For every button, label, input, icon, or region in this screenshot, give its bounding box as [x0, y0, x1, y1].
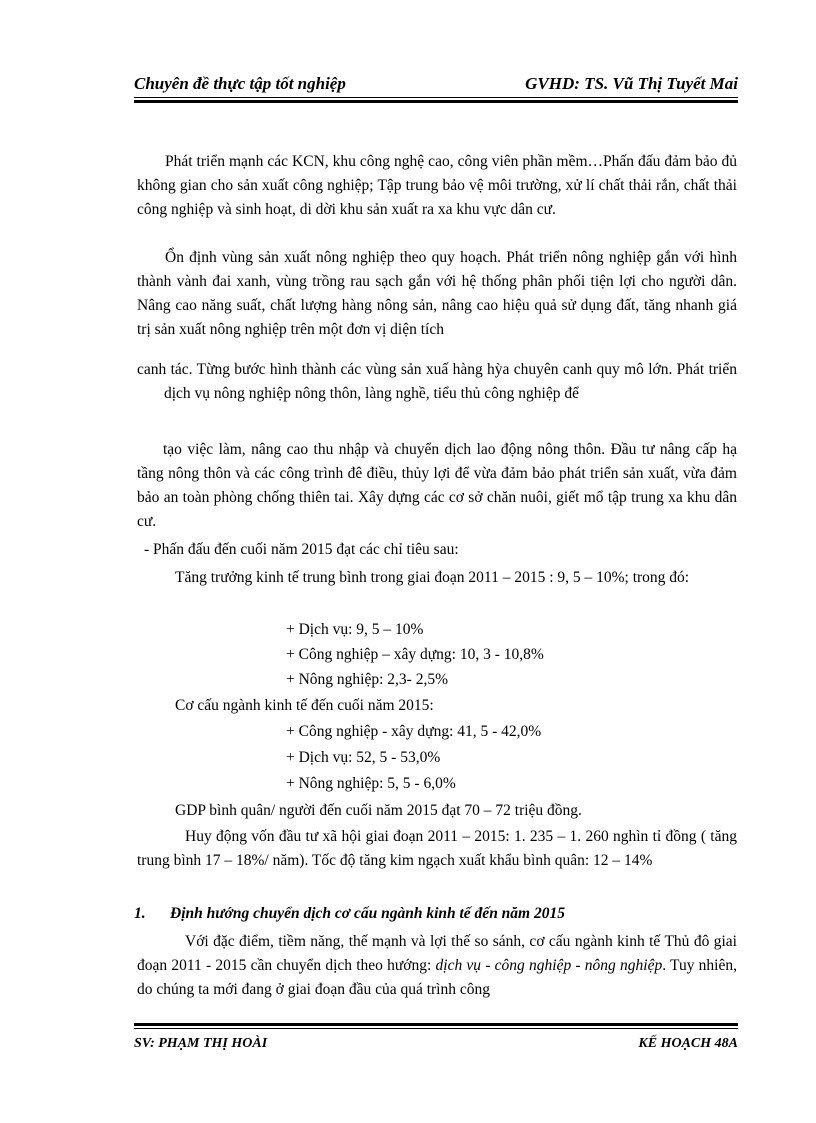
page-footer — [134, 1034, 738, 1056]
footer-student: SV: PHẠM THỊ HOÀI — [134, 1036, 268, 1051]
section-number: 1. — [134, 905, 146, 922]
gdp-target: GDP bình quân/ người đến cuối năm 2015 đạt 70 – 72 triệu đồng. — [175, 802, 582, 819]
section-title: Định hướng chuyển dịch cơ cấu ngành kinh tế đến năm 2015 — [170, 905, 565, 922]
structure-item-industry: + Công nghiệp - xây dựng: 41, 5 - 42,0% — [286, 723, 542, 740]
footer-rule-thick — [134, 1023, 738, 1026]
footer-rule-thin — [134, 1028, 738, 1029]
structure-item-agriculture: + Nông nghiệp: 5, 5 - 6,0% — [286, 775, 456, 792]
header-rule-thick — [134, 100, 738, 103]
growth-target: Tăng trưởng kinh tế trung bình trong giai đoạn 2011 – 2015 : 9, 5 – 10%; trong đó: — [175, 569, 690, 586]
footer-class: KẾ HOẠCH 48A — [638, 1036, 738, 1051]
paragraph-rural: tạo việc làm, nâng cao thu nhập và chuyển dịch lao động nông thôn. Đầu tư nâng cấp hạ tầng nông thôn và các công trình đê điều, thủy lợi để vừa đảm bảo phát triển sản xuất, vừa đảm bảo an toàn phòng chống thiên tai. Xây dựng các cơ sở chăn nuôi, giết mổ tập trung xa khu dân cư. — [137, 441, 737, 530]
structure-item-services: + Dịch vụ: 52, 5 - 53,0% — [286, 749, 441, 766]
capital-target: Huy động vốn đầu tư xã hội giai đoạn 2011 – 2015: 1. 235 – 1. 260 nghìn tỉ đồng ( tăng trung bình 17 – 18%/ năm). Tốc độ tăng kim ngạch xuất khẩu bình quân: 12 – 14% — [137, 828, 737, 869]
orientation-emphasis: dịch vụ - công nghiệp - nông nghiệp — [435, 957, 663, 974]
paragraph-agriculture: Ổn định vùng sản xuất nông nghiệp theo quy hoạch. Phát triển nông nghiệp gắn với hình thành vành đai xanh, vùng trồng rau sạch gắn với hệ thống phân phối tiện lợi cho người dân. Nâng cao năng suất, chất lượng hàng nông sản, nâng cao hiệu quả sử dụng đất, tăng nhanh giá trị sản xuất nông nghiệp trên một đơn vị diện tích — [137, 249, 737, 338]
header-rule-thin — [134, 97, 738, 98]
paragraph-agriculture-cont: canh tác. Từng bước hình thành các vùng sản xuấ hàng hỳa chuyên canh quy mô lớn. Phát triển dịch vụ nông nghiệp nông thôn, làng nghề, tiểu thủ công nghiệp để — [137, 361, 737, 402]
paragraph-industrial: Phát triển mạnh các KCN, khu công nghệ cao, công viên phần mềm…Phấn đấu đảm bảo đủ không gian cho sản xuất công nghiệp; Tập trung bảo vệ môi trường, xử lí chất thải rắn, chất thải công nghiệp và sinh hoạt, di dời khu sản xuất ra xa khu vực dân cư. — [137, 153, 737, 218]
section-heading — [134, 903, 565, 925]
header-course-title: Chuyên đề thực tập tốt nghiệp — [134, 74, 346, 93]
growth-item-industry: + Công nghiệp – xây dựng: 10, 3 - 10,8% — [286, 646, 544, 663]
structure-target: Cơ cấu ngành kinh tế đến cuối năm 2015: — [175, 697, 434, 714]
paragraph-orientation: Với đặc điểm, tiềm năng, thế mạnh và lợi thế so sánh, cơ cấu ngành kinh tế Thủ đô giai đoạn 2011 - 2015 cần chuyển dịch theo hướng: dịch vụ - công nghiệp - nông nghiệp. Tuy nhiên, do chúng ta mới đang ở giai đoạn đầu của quá trình công — [137, 933, 737, 998]
header-supervisor: GVHD: TS. Vũ Thị Tuyết Mai — [525, 74, 738, 93]
targets-intro: - Phấn đấu đến cuối năm 2015 đạt các chỉ tiêu sau: — [144, 541, 459, 558]
growth-item-agriculture: + Nông nghiệp: 2,3- 2,5% — [286, 671, 449, 688]
page-header — [134, 72, 738, 96]
growth-item-services: + Dịch vụ: 9, 5 – 10% — [286, 621, 424, 638]
